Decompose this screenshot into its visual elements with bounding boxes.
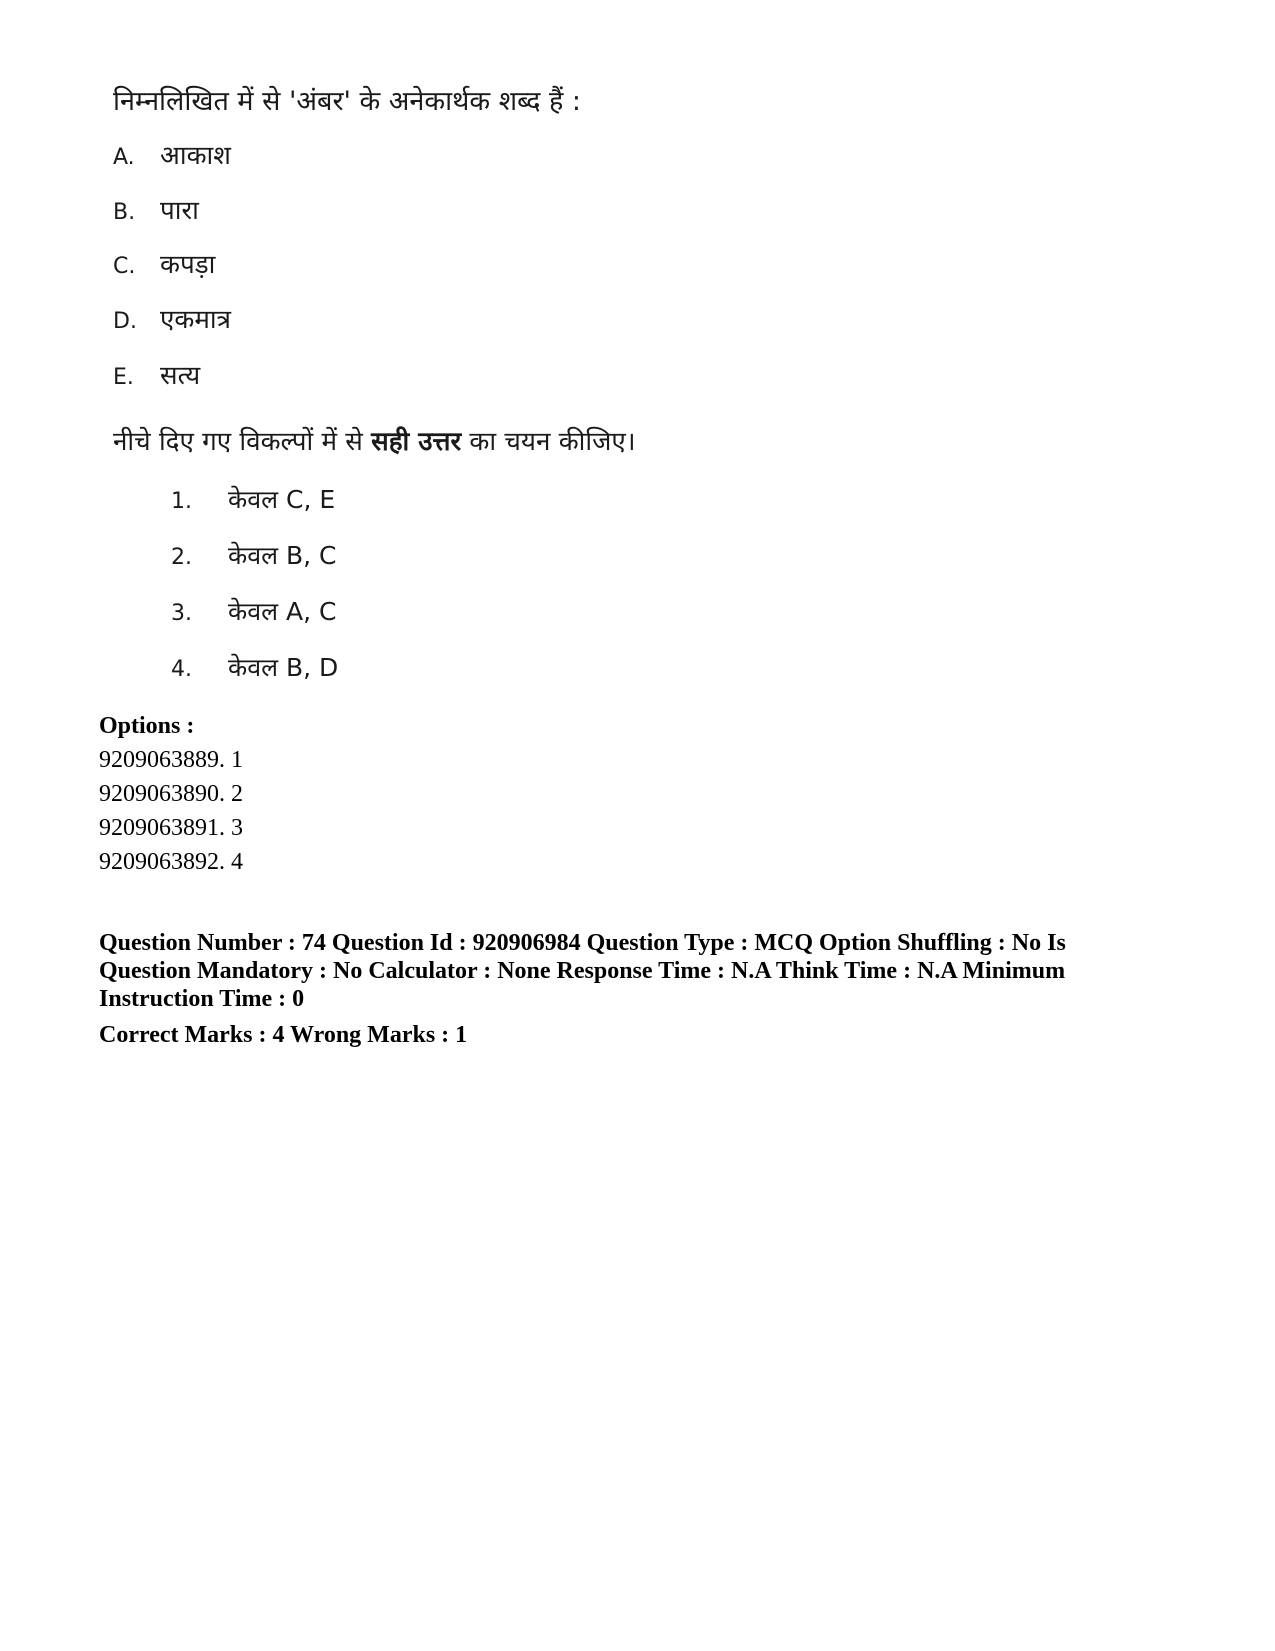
statement-c [113, 245, 215, 287]
choice-text: केवल C, E [228, 485, 336, 514]
statement-text: सत्य [160, 361, 201, 391]
instruction-bold: सही उत्तर [371, 427, 462, 457]
choice-number: 4. [171, 657, 192, 682]
statement-text: एकमात्र [160, 305, 231, 335]
statement-label: E. [113, 365, 134, 390]
option-line: 9209063890. 2 [99, 781, 243, 807]
statement-label: D. [113, 309, 137, 334]
statement-text: कपड़ा [160, 250, 216, 280]
instruction-text: का चयन कीजिए। [461, 427, 636, 457]
choice-1 [171, 480, 335, 522]
instruction-line [113, 422, 636, 462]
marks-line: Correct Marks : 4 Wrong Marks : 1 [99, 1022, 468, 1048]
statement-b [113, 191, 199, 233]
choice-2 [171, 536, 337, 578]
options-heading: Options : [99, 713, 195, 739]
statement-a [113, 136, 231, 178]
question-stem: निम्नलिखित में से 'अंबर' के अनेकार्थक शब्द हैं : [113, 86, 582, 117]
option-line: 9209063892. 4 [99, 849, 243, 875]
statement-text: पारा [160, 196, 199, 226]
option-line: 9209063891. 3 [99, 815, 243, 841]
choice-text: केवल B, C [228, 541, 337, 570]
option-line: 9209063889. 1 [99, 747, 243, 773]
choice-4 [171, 648, 338, 690]
choice-number: 2. [171, 545, 192, 570]
question-meta: Question Number : 74 Question Id : 920906984 Question Type : MCQ Option Shuffling : No Is Question Mandatory : No Calculator : None Response Time : N.A Think Time : N.A Minimum Instruction Time : 0 [99, 930, 1066, 1012]
choice-number: 3. [171, 601, 192, 626]
instruction-text: नीचे दिए गए विकल्पों में से [113, 427, 372, 457]
choice-text: केवल B, D [228, 653, 339, 682]
choice-3 [171, 592, 336, 634]
choice-text: केवल A, C [228, 597, 337, 626]
choice-number: 1. [171, 489, 192, 514]
statement-text: आकाश [160, 141, 231, 171]
statement-d [113, 300, 231, 342]
statement-e [113, 356, 200, 398]
statement-label: B. [113, 200, 136, 225]
statement-label: C. [113, 254, 136, 279]
statement-label: A. [113, 145, 135, 170]
